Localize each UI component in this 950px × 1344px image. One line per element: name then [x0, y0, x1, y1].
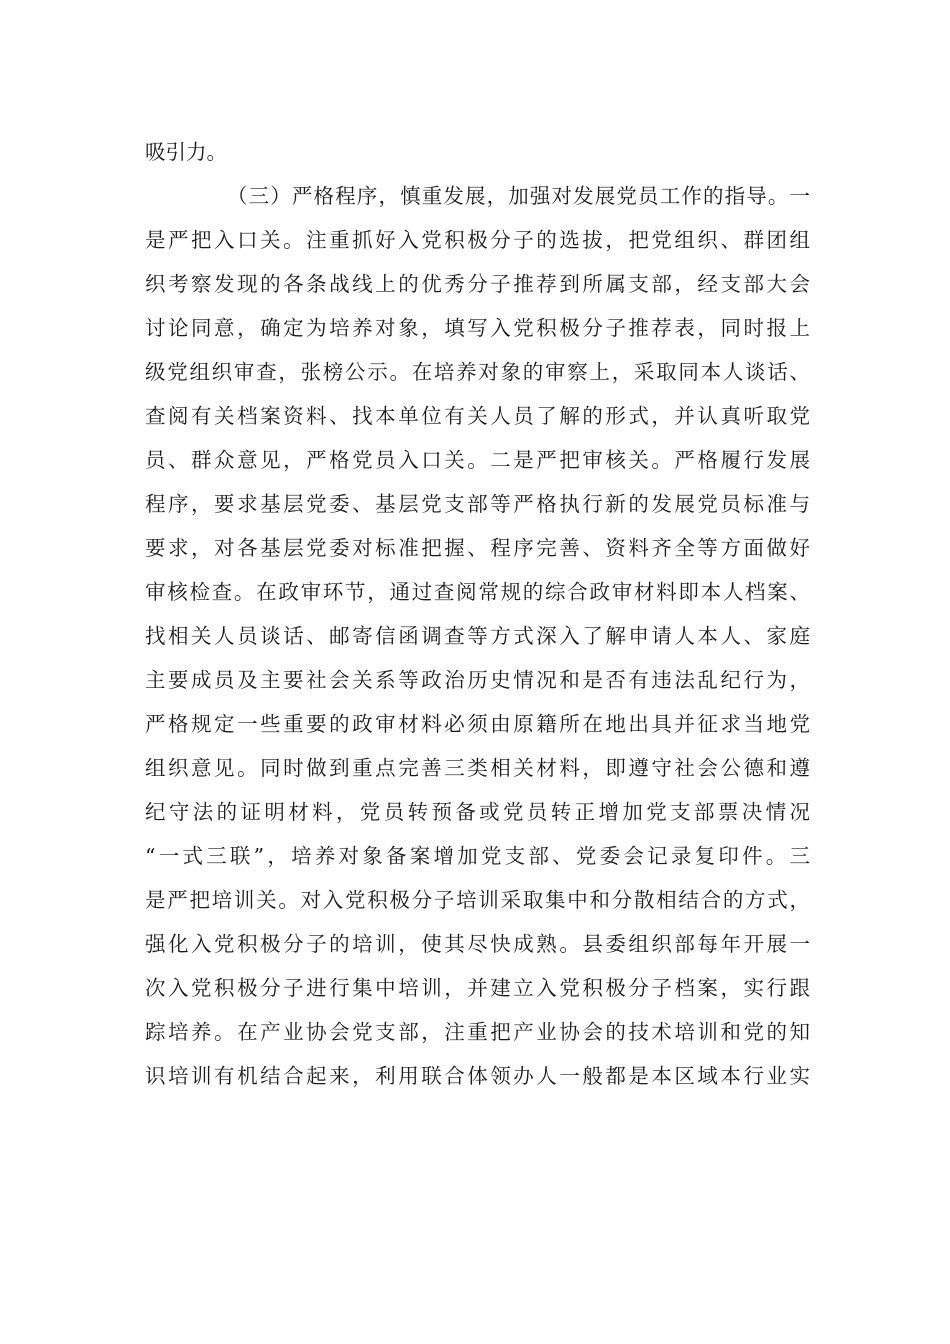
text-line: 员、群众意见，严格党员入口关。二是严把审核关。严格履行发展 — [145, 448, 810, 472]
text-line: 组织意见。同时做到重点完善三类相关材料，即遵守社会公德和遵 — [145, 756, 810, 780]
text-line: 要求，对各基层党委对标准把握、程序完善、资料齐全等方面做好 — [145, 536, 810, 560]
text-line: 找相关人员谈话、邮寄信函调查等方式深入了解申请人本人、家庭 — [145, 624, 810, 648]
text-line: 强化入党积极分子的培训，使其尽快成熟。县委组织部每年开展一 — [145, 932, 810, 956]
text-line: 审核检查。在政审环节，通过查阅常规的综合政审材料即本人档案、 — [145, 580, 810, 604]
text-line: （三）严格程序，慎重发展，加强对发展党员工作的指导。一 — [227, 184, 810, 208]
text-line: 程序，要求基层党委、基层党支部等严格执行新的发展党员标准与 — [145, 492, 810, 516]
text-line: 严格规定一些重要的政审材料必须由原籍所在地出具并征求当地党 — [145, 712, 810, 736]
text-line: 吸引力。 — [145, 140, 227, 164]
text-line: 织考察发现的各条战线上的优秀分子推荐到所属支部，经支部大会 — [145, 272, 810, 296]
text-line: 级党组织审查，张榜公示。在培养对象的审察上，采取同本人谈话、 — [145, 360, 810, 384]
text-line: “一式三联”，培养对象备案增加党支部、党委会记录复印件。三 — [145, 844, 810, 868]
text-line: 识培训有机结合起来，利用联合体领办人一般都是本区域本行业实 — [145, 1064, 810, 1088]
text-line: 主要成员及主要社会关系等政治历史情况和是否有违法乱纪行为， — [145, 668, 810, 692]
text-line: 纪守法的证明材料，党员转预备或党员转正增加党支部票决情况 — [145, 800, 810, 824]
text-line: 查阅有关档案资料、找本单位有关人员了解的形式，并认真听取党 — [145, 404, 810, 428]
body-text — [145, 130, 810, 1098]
text-line: 是严把入口关。注重抓好入党积极分子的选拔，把党组织、群团组 — [145, 228, 810, 252]
text-line: 踪培养。在产业协会党支部，注重把产业协会的技术培训和党的知 — [145, 1020, 810, 1044]
text-line: 是严把培训关。对入党积极分子培训采取集中和分散相结合的方式， — [145, 888, 810, 912]
text-line: 次入党积极分子进行集中培训，并建立入党积极分子档案，实行跟 — [145, 976, 810, 1000]
text-line: 讨论同意，确定为培养对象，填写入党积极分子推荐表，同时报上 — [145, 316, 810, 340]
